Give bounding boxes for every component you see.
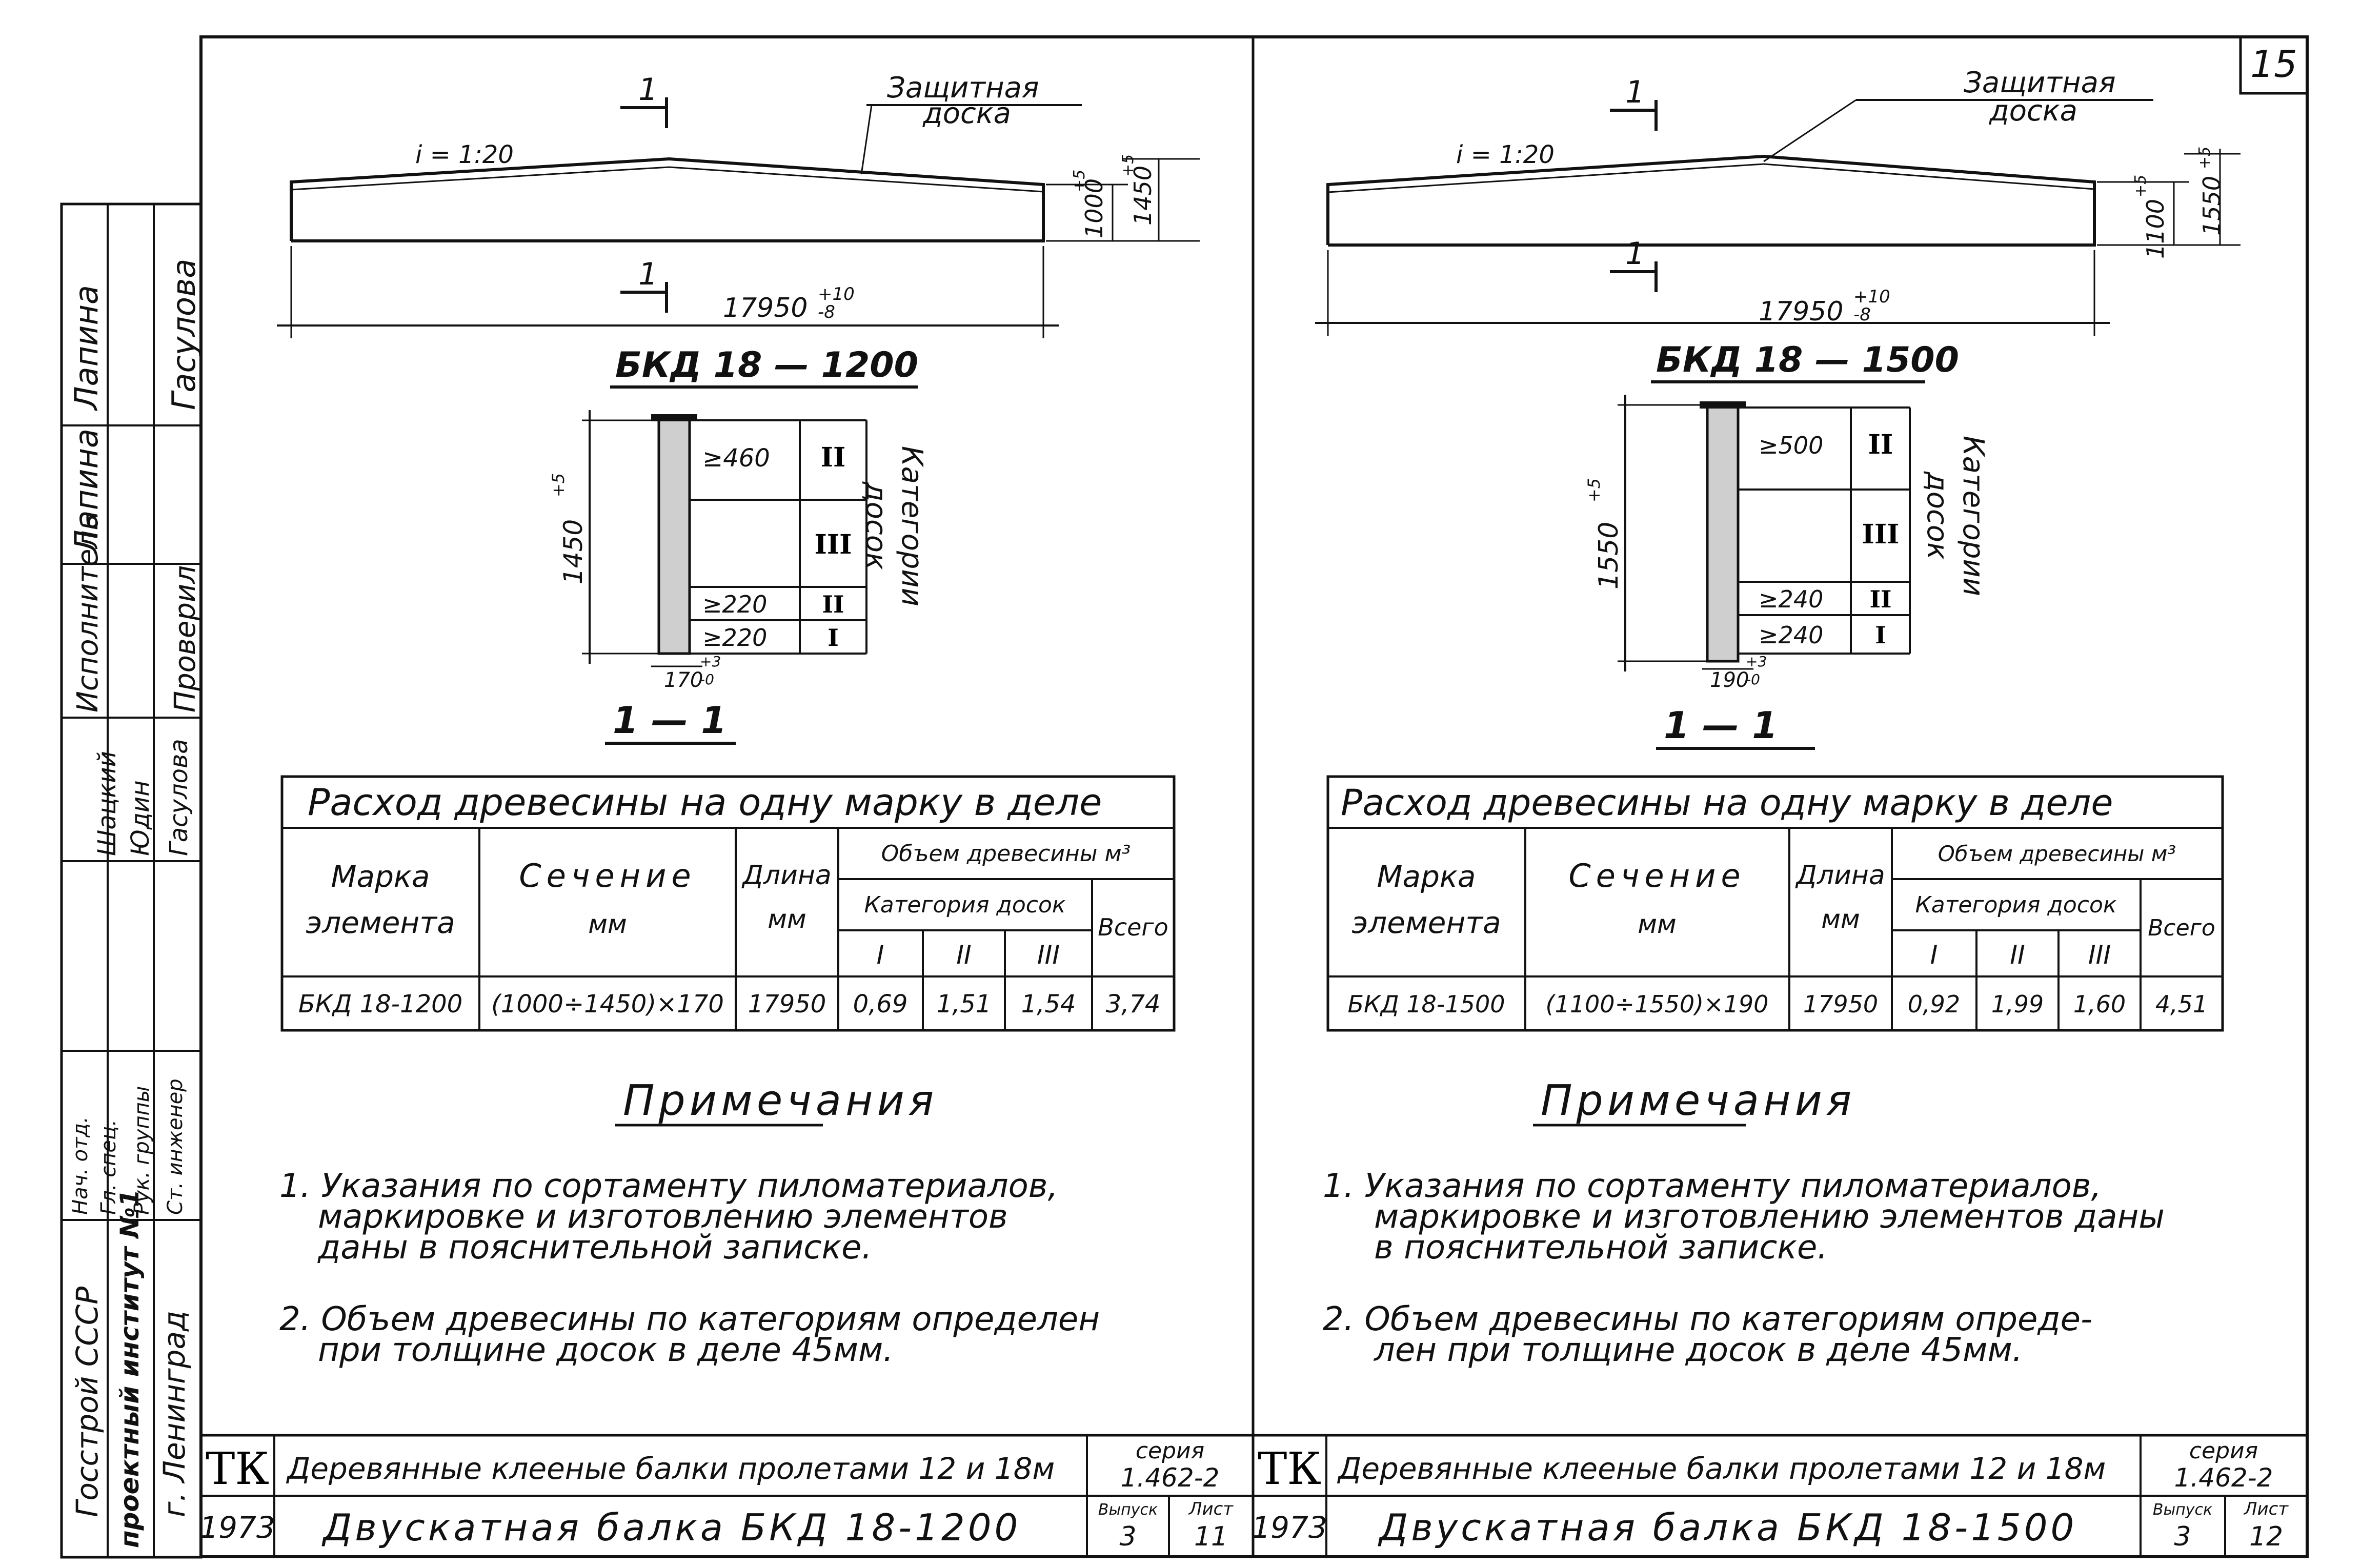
mid-height-tol: +5 bbox=[2196, 146, 2214, 169]
section-zone-4-cat: I bbox=[828, 624, 839, 651]
th-mark-1: Марка bbox=[1377, 859, 1476, 894]
tb-year: 1973 bbox=[1252, 1510, 1327, 1545]
section-zone-1-label: ≥460 bbox=[702, 444, 770, 473]
section-zone-1-cat: II bbox=[1868, 429, 1893, 460]
note-1-line-3: даны в пояснительной записке. bbox=[318, 1229, 872, 1267]
length-tol-plus: +10 bbox=[1853, 287, 1890, 307]
th-length-1: Длина bbox=[742, 860, 832, 891]
end-height-dim: 1000 bbox=[1080, 178, 1108, 238]
stamp-org-3: г. Ленинград bbox=[157, 1310, 192, 1517]
stamp-person-3: Гасулова bbox=[165, 258, 203, 410]
td-mark: БКД 18-1200 bbox=[298, 990, 463, 1019]
section-zone-4-label: ≥240 bbox=[1759, 621, 1824, 649]
stamp-org-1: Госстрой СССР bbox=[70, 1286, 105, 1517]
section-drawing bbox=[1584, 395, 1990, 748]
tb-series: 1.462-2 bbox=[1120, 1463, 1220, 1493]
tb-sheet: 12 bbox=[2249, 1521, 2284, 1552]
td-length: 17950 bbox=[748, 990, 826, 1019]
section-width-dim: 170 bbox=[664, 668, 703, 692]
cut-mark-top: 1 bbox=[1625, 74, 1645, 110]
beam-outline bbox=[1328, 156, 2094, 245]
categories-label-1: Категории bbox=[1956, 436, 1990, 597]
th-length-2: мм bbox=[1821, 904, 1860, 934]
th-section-2: мм bbox=[588, 909, 627, 939]
stamp-name-1: Шацкий bbox=[93, 751, 122, 856]
categories-label-1: Категории bbox=[895, 446, 929, 607]
section-width-tol: +3 bbox=[1746, 653, 1767, 670]
cut-mark-top: 1 bbox=[638, 72, 658, 108]
th-total: Всего bbox=[2148, 915, 2215, 941]
tb-issue: 3 bbox=[1119, 1521, 1137, 1552]
note-1-line-2: маркировке и изготовлению элементов bbox=[318, 1198, 1008, 1236]
tb-sheet: 11 bbox=[1194, 1521, 1228, 1552]
tb-series-label: серия bbox=[1135, 1438, 1205, 1464]
th-mark-2: элемента bbox=[1351, 905, 1501, 940]
note-2-line-2: при толщине досок в деле 45мм. bbox=[318, 1331, 894, 1369]
td-cat-1: 0,92 bbox=[1907, 990, 1961, 1018]
td-cat-3: 1,54 bbox=[1021, 990, 1076, 1019]
slope-label: i = 1:20 bbox=[415, 140, 514, 169]
section-height-dim: 1450 bbox=[558, 519, 588, 584]
th-volume: Объем древесины м³ bbox=[1938, 841, 2176, 866]
tb-sheet-label: Лист bbox=[1188, 1499, 1234, 1519]
left-approval-stamp bbox=[62, 204, 203, 1557]
section-zone-3-label: ≥220 bbox=[702, 590, 768, 618]
note-2-line-1: 2. Объем древесины по категориям опреде- bbox=[1323, 1300, 2093, 1338]
beam-outline bbox=[291, 159, 1043, 241]
th-cat-3: III bbox=[1037, 940, 1060, 970]
stamp-role-2: Гл. спец. bbox=[97, 1119, 120, 1215]
section-width-tol-2: -0 bbox=[700, 671, 714, 688]
th-cat-2: II bbox=[2010, 940, 2025, 970]
note-1-line-1: 1. Указания по сортаменту пиломатериалов, bbox=[1323, 1167, 2102, 1205]
tb-subtitle: Двускатная балка БКД 18-1200 bbox=[323, 1506, 1021, 1549]
mid-height-tol: +5 bbox=[1119, 154, 1137, 177]
tb-issue-label: Выпуск bbox=[1098, 1501, 1158, 1519]
length-dim: 17950 bbox=[723, 293, 808, 323]
td-total: 4,51 bbox=[2155, 990, 2208, 1018]
page-number: 15 bbox=[2250, 43, 2297, 86]
td-cat-3: 1,60 bbox=[2073, 990, 2126, 1018]
section-height-tol: +5 bbox=[1584, 478, 1604, 502]
mid-height-dim: 1550 bbox=[2198, 175, 2226, 236]
end-height-dim: 1100 bbox=[2142, 198, 2169, 259]
timber-consumption-table bbox=[282, 777, 1174, 1030]
tb-tk: ТК bbox=[206, 1443, 269, 1495]
stamp-col-executor: Исполнитель bbox=[71, 513, 105, 712]
beam-mark: БКД 18 — 1200 bbox=[615, 345, 918, 385]
beam-mark: БКД 18 — 1500 bbox=[1656, 340, 1959, 380]
tb-title: Деревянные клееные балки пролетами 12 и 18м bbox=[1338, 1451, 2106, 1486]
th-cat-1: I bbox=[876, 940, 884, 970]
th-length-2: мм bbox=[768, 904, 806, 934]
stamp-person-1: Лапина bbox=[68, 285, 105, 410]
note-1-line-2: маркировке и изготовлению элементов даны bbox=[1374, 1198, 2165, 1236]
notes-title: Примечания bbox=[623, 1076, 938, 1125]
title-block bbox=[1252, 1435, 2307, 1557]
th-section-1: Сечение bbox=[519, 857, 696, 894]
th-category: Категория досок bbox=[1915, 892, 2117, 918]
tb-subtitle: Двускатная балка БКД 18-1500 bbox=[1379, 1506, 2077, 1549]
section-zone-1-label: ≥500 bbox=[1759, 432, 1824, 459]
th-category: Категория досок bbox=[864, 892, 1066, 918]
stamp-name-2: Юдин bbox=[126, 780, 155, 856]
board-label-1: Защитная bbox=[1964, 66, 2116, 99]
section-height-dim: 1550 bbox=[1593, 521, 1624, 589]
section-zone-3-cat: II bbox=[1869, 585, 1892, 613]
tb-series-label: серия bbox=[2189, 1438, 2258, 1464]
section-width-tol-2: -0 bbox=[1746, 671, 1760, 688]
td-length: 17950 bbox=[1803, 990, 1879, 1018]
th-section-2: мм bbox=[1638, 909, 1677, 939]
th-mark-1: Марка bbox=[331, 859, 430, 894]
categories-label-2: досок bbox=[1921, 472, 1954, 560]
stamp-role-1: Нач. отд. bbox=[69, 1116, 92, 1215]
section-height-tol: +5 bbox=[549, 473, 568, 497]
th-length-1: Длина bbox=[1796, 860, 1885, 891]
tb-title: Деревянные клееные балки пролетами 12 и 18м bbox=[287, 1451, 1055, 1486]
section-zone-4-cat: I bbox=[1875, 621, 1886, 649]
tb-issue: 3 bbox=[2174, 1521, 2191, 1552]
tb-sheet-label: Лист bbox=[2244, 1499, 2289, 1519]
sheet-right bbox=[1252, 66, 2307, 1557]
section-zone-1-cat: II bbox=[820, 442, 846, 473]
section-title: 1 — 1 bbox=[613, 699, 727, 742]
note-2-line-1: 2. Объем древесины по категориям определен bbox=[279, 1300, 1100, 1338]
end-height-tol: +5 bbox=[1071, 169, 1088, 192]
section-zone-2-cat: III bbox=[1862, 519, 1900, 550]
tb-issue-label: Выпуск bbox=[2152, 1501, 2213, 1519]
tb-tk: ТК bbox=[1258, 1443, 1321, 1495]
categories-label-2: досок bbox=[859, 482, 893, 570]
board-label-2: доска bbox=[923, 97, 1011, 130]
th-volume: Объем древесины м³ bbox=[881, 841, 1131, 867]
section-zone-3-cat: II bbox=[822, 590, 844, 618]
section-width-tol: +3 bbox=[700, 653, 721, 670]
stamp-person-2: Лапина bbox=[68, 429, 105, 554]
td-section: (1100÷1550)×190 bbox=[1545, 990, 1769, 1018]
th-section-1: Сечение bbox=[1568, 857, 1746, 894]
tb-year: 1973 bbox=[199, 1510, 275, 1545]
section-title: 1 — 1 bbox=[1664, 704, 1778, 747]
note-1-line-1: 1. Указания по сортаменту пиломатериалов, bbox=[279, 1167, 1058, 1205]
stamp-role-4: Ст. инженер bbox=[164, 1078, 187, 1215]
timber-consumption-table bbox=[1328, 777, 2223, 1030]
td-cat-1: 0,69 bbox=[853, 990, 908, 1019]
stamp-col-checked: Проверил bbox=[169, 565, 202, 712]
td-mark: БКД 18-1500 bbox=[1347, 990, 1505, 1018]
notes-title: Примечания bbox=[1541, 1076, 1856, 1125]
cut-mark-bottom: 1 bbox=[638, 256, 658, 292]
td-section: (1000÷1450)×170 bbox=[491, 990, 724, 1019]
board-label-1: Защитная bbox=[887, 71, 1039, 105]
note-1-line-3: в пояснительной записке. bbox=[1374, 1229, 1828, 1267]
table-title: Расход древесины на одну марку в деле bbox=[308, 781, 1102, 824]
table-title: Расход древесины на одну марку в деле bbox=[1341, 782, 2113, 824]
td-total: 3,74 bbox=[1105, 990, 1161, 1019]
th-cat-1: I bbox=[1930, 940, 1938, 970]
th-cat-2: II bbox=[956, 940, 972, 970]
sheet-left bbox=[199, 71, 1253, 1557]
length-dim: 17950 bbox=[1759, 296, 1844, 327]
section-width-dim: 190 bbox=[1710, 668, 1749, 692]
th-total: Всего bbox=[1098, 913, 1168, 941]
title-block bbox=[199, 1435, 1253, 1557]
mid-height-dim: 1450 bbox=[1129, 165, 1157, 226]
th-mark-2: элемента bbox=[306, 905, 455, 940]
stamp-name-3: Гасулова bbox=[165, 739, 193, 856]
board-label-2: доска bbox=[1989, 94, 2077, 128]
tb-series: 1.462-2 bbox=[2174, 1463, 2273, 1493]
stamp-org-2: проектный институт №1 bbox=[115, 1189, 145, 1548]
length-tol-plus: +10 bbox=[818, 284, 855, 304]
cut-mark-bottom: 1 bbox=[1625, 236, 1645, 272]
td-cat-2: 1,51 bbox=[936, 990, 992, 1019]
note-2-line-2: лен при толщине досок в деле 45мм. bbox=[1374, 1331, 2023, 1369]
section-zone-3-label: ≥240 bbox=[1759, 585, 1824, 613]
td-cat-2: 1,99 bbox=[1991, 990, 2044, 1018]
end-height-tol: +5 bbox=[2132, 174, 2150, 197]
section-drawing bbox=[549, 410, 929, 743]
length-tol-minus: -8 bbox=[1853, 304, 1871, 325]
stamp-role-3: Рук. группы bbox=[130, 1086, 154, 1215]
th-cat-3: III bbox=[2088, 940, 2111, 970]
section-zone-2-cat: III bbox=[814, 529, 852, 560]
length-tol-minus: -8 bbox=[818, 302, 835, 322]
section-zone-4-label: ≥220 bbox=[702, 624, 768, 651]
slope-label: i = 1:20 bbox=[1456, 140, 1555, 169]
